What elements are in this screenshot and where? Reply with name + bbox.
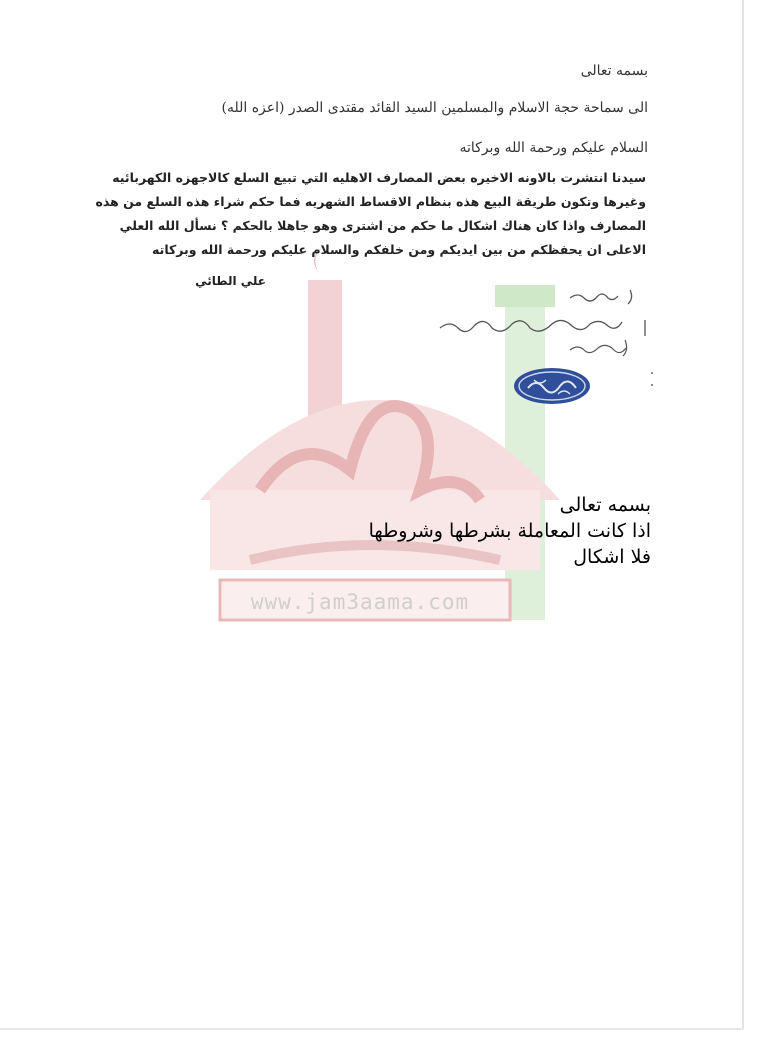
question-line: وغيرها وتكون طريقة البيع هذه بنظام الاقساط الشهريه فما حكم شراء هذه السلع من هذه xyxy=(95,194,646,209)
watermark-url: www.jam3aama.com xyxy=(250,590,470,614)
page-edge-right xyxy=(742,0,744,1030)
letter-address: الى سماحة حجة الاسلام والمسلمين السيد القائد مقتدى الصدر (اعزه الله) xyxy=(221,100,648,116)
question-line: سيدنا انتشرت بالاونه الاخيره بعض المصارف الاهليه التي تبيع السلع كالاجهزه الكهربائيه xyxy=(112,170,646,185)
page-edge-bottom xyxy=(0,1028,744,1030)
seal-stamp-icon xyxy=(512,366,592,406)
letter-greeting: بسمه تعالى xyxy=(580,63,648,79)
question-line: الاعلى ان يحفظكم من بين ايديكم ومن خلفكم والسلام عليكم ورحمة الله وبركاته xyxy=(152,242,646,257)
answer-line-3: فلا اشكال xyxy=(573,546,651,568)
answer-line-2: اذا كانت المعاملة بشرطها وشروطها xyxy=(368,520,651,542)
question-line: المصارف واذا كان هناك اشكال ما حكم من اشترى وهو جاهلا بالحكم ؟ نسأل الله العلي xyxy=(119,218,646,233)
letter-signer: علي الطائي xyxy=(195,274,266,288)
letter-question xyxy=(95,166,646,262)
answer-line-1: بسمه تعالى xyxy=(559,494,651,516)
answer-block xyxy=(369,492,651,570)
letter-salutation: السلام عليكم ورحمة الله وبركاته xyxy=(459,140,648,156)
